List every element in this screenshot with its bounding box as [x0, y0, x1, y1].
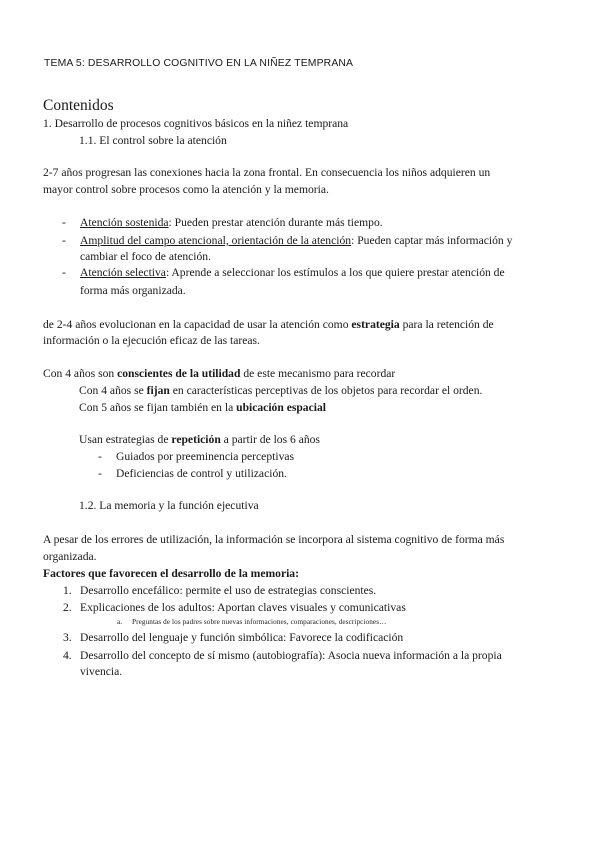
toc-item-1: 1. Desarrollo de procesos cognitivos básicos en la niñez temprana	[43, 117, 349, 130]
strategy-line-2: información o la ejecución eficaz de las tareas.	[43, 334, 260, 347]
document-title: TEMA 5: DESARROLLO COGNITIVO EN LA NIÑEZ TEMPRANA	[44, 58, 354, 69]
factor-item: Desarrollo del lenguaje y función simbólica: Favorece la codificación	[80, 631, 404, 644]
list-item-text: : Pueden captar más información y	[351, 234, 513, 247]
text-run: para la retención de	[399, 318, 494, 331]
bold-term: ubicación espacial	[236, 401, 326, 414]
list-number: 1.	[63, 584, 72, 597]
bold-term: repetición	[171, 433, 221, 446]
sub-factor-item: Preguntas de los padres sobre nuevas informaciones, comparaciones, descripciones…	[132, 618, 387, 626]
list-bullet: -	[62, 266, 66, 279]
memory-line-1: A pesar de los errores de utilización, la información se incorpora al sistema cognitivo de forma más	[43, 533, 505, 546]
sub-factor-letter: a.	[117, 618, 123, 626]
four-years-line	[43, 366, 395, 382]
text-run: Con 4 años son	[43, 367, 118, 380]
section-heading-1-2: 1.2. La memoria y la función ejecutiva	[79, 499, 259, 512]
factor-item-continuation: vivencia.	[80, 665, 123, 678]
factor-item: Explicaciones de los adultos: Aportan claves visuales y comunicativas	[80, 601, 406, 614]
list-bullet: -	[62, 234, 66, 247]
list-number: 4.	[63, 649, 72, 662]
factor-item: Desarrollo del concepto de sí mismo (autobiografía): Asocia nueva información a la propia	[80, 649, 502, 662]
list-item-selective-attention	[80, 265, 505, 281]
intro-line-2: mayor control sobre procesos como la atención y la memoria.	[43, 183, 329, 196]
intro-line-1: 2-7 años progresan las conexiones hacia la zona frontal. En consecuencia los niños adquieren un	[43, 166, 491, 179]
factors-heading	[43, 566, 299, 582]
list-bullet: -	[62, 216, 66, 229]
text-run: Con 5 años se fijan también en la	[79, 401, 237, 414]
repetition-item: Guiados por preeminencia perceptivas	[116, 450, 295, 463]
term-sustained-attention: Atención sostenida	[80, 216, 169, 229]
list-item-sustained-attention	[80, 215, 383, 231]
five-years-line	[79, 400, 326, 416]
text-run: Usan estrategias de	[79, 433, 172, 446]
list-item-text: : Pueden prestar atención durante más tiempo.	[168, 216, 383, 229]
text-run: Con 4 años se	[79, 384, 147, 397]
list-item-text: : Aprende a seleccionar los estímulos a los que quiere prestar atención de	[165, 266, 505, 279]
term-selective-attention: Atención selectiva	[80, 266, 166, 279]
bold-term: estrategia	[351, 318, 400, 331]
text-run: de este mecanismo para recordar	[240, 367, 396, 380]
repetition-item: Deficiencias de control y utilización.	[116, 467, 287, 480]
memory-line-2: organizada.	[43, 550, 97, 563]
text-run: a partir de los 6 años	[220, 433, 320, 446]
factors-heading-text: Factores que favorecen el desarrollo de la memoria:	[43, 567, 299, 580]
fix-line	[79, 383, 482, 399]
strategy-line-1	[43, 317, 494, 333]
list-item-continuation: cambiar el foco de atención.	[80, 250, 212, 263]
text-run: en características perceptivas de los objetos para recordar el orden.	[169, 384, 483, 397]
list-item-attention-span	[80, 233, 512, 249]
bold-term: fijan	[146, 384, 170, 397]
list-bullet: -	[98, 450, 102, 463]
list-number: 3.	[63, 631, 72, 644]
list-item-continuation: forma más organizada.	[80, 284, 186, 297]
bold-term: conscientes de la utilidad	[117, 367, 241, 380]
repetition-line	[79, 432, 320, 448]
list-number: 2.	[63, 601, 72, 614]
term-attention-span: Amplitud del campo atencional, orientación de la atención	[80, 234, 352, 247]
text-run: de 2-4 años evolucionan en la capacidad de usar la atención como	[43, 318, 352, 331]
factor-item: Desarrollo encefálico: permite el uso de estrategias conscientes.	[80, 584, 377, 597]
toc-item-1-1: 1.1. El control sobre la atención	[79, 134, 227, 147]
list-bullet: -	[98, 467, 102, 480]
contents-heading: Contenidos	[43, 97, 114, 114]
